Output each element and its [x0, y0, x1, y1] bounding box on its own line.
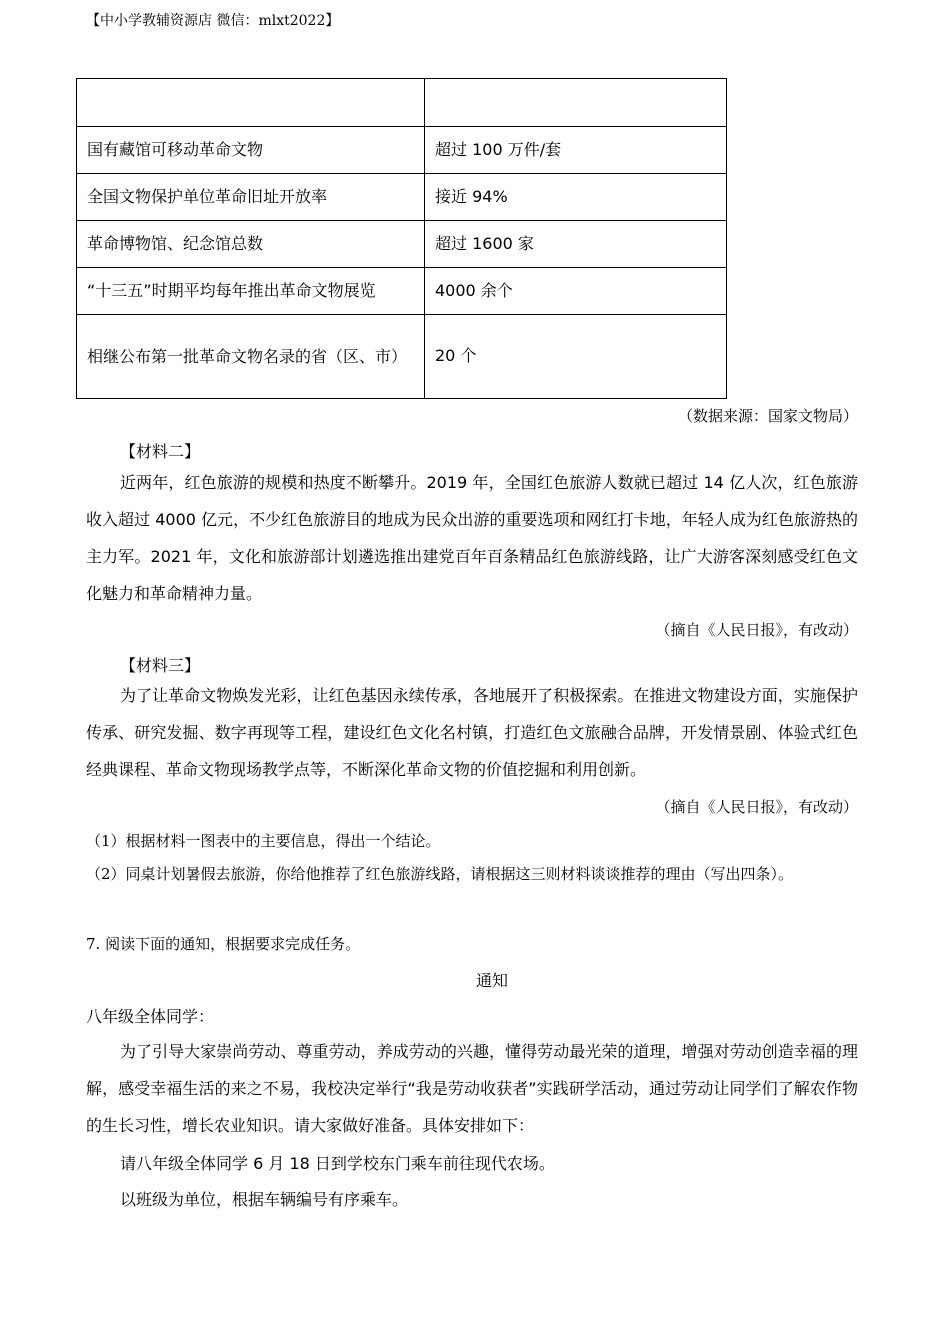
notice-line-2: 以班级为单位，根据车辆编号有序乘车。: [120, 1190, 409, 1209]
material-two-label: 【材料二】: [120, 442, 201, 461]
question-1: （1）根据材料一图表中的主要信息，得出一个结论。: [86, 832, 441, 850]
material-three-source: （摘自《人民日报》，有改动）: [655, 798, 858, 816]
notice-salutation: 八年级全体同学：: [86, 1007, 215, 1026]
table-cell: [425, 79, 727, 127]
notice-body: 为了引导大家崇尚劳动、尊重劳动，养成劳动的兴趣，懂得劳动最光荣的道理，增强对劳动创造幸福的理解，感受幸福生活的来之不易，我校决定举行“我是劳动收获者”实践研学活动，通过劳动让同学们了解农作物的生长习性，增长农业知识。请大家做好准备。具体安排如下：: [86, 1042, 858, 1135]
question-2: （2）同桌计划暑假去旅游，你给他推荐了红色旅游线路，请根据这三则材料谈谈推荐的理由（写出四条）。: [86, 865, 794, 883]
question-7: 7. 阅读下面的通知，根据要求完成任务。: [86, 935, 361, 953]
table-row: [77, 268, 727, 315]
table-row: [77, 315, 727, 399]
table-row: [77, 174, 727, 221]
table-row: [77, 79, 727, 127]
table-cell: “十三五”时期平均每年推出革命文物展览: [77, 268, 425, 315]
data-source-note: （数据来源：国家文物局）: [677, 407, 858, 425]
material-three-text: 为了让革命文物焕发光彩，让红色基因永续传承，各地展开了积极探索。在推进文物建设方面，实施保护传承、研究发掘、数字再现等工程，建设红色文化名村镇，打造红色文旅融合品牌，开发情景剧、体验式红色经典课程、革命文物现场教学点等，不断深化革命文物的价值挖掘和利用创新。: [86, 686, 858, 779]
table-cell: 接近 94%: [425, 174, 727, 221]
table-row: [77, 221, 727, 268]
table-cell: 20 个: [425, 315, 727, 399]
table-cell: 国有藏馆可移动革命文物: [77, 127, 425, 174]
table-cell: 全国文物保护单位革命旧址开放率: [77, 174, 425, 221]
table-cell: 相继公布第一批革命文物名录的省（区、市）: [77, 315, 425, 399]
material-one-table: [76, 78, 727, 399]
table-cell: 4000 余个: [425, 268, 727, 315]
material-two-text: 近两年，红色旅游的规模和热度不断攀升。2019 年，全国红色旅游人数就已超过 14 亿人次，红色旅游收入超过 4000 亿元，不少红色旅游目的地成为民众出游的重要选项和网红打卡地，年轻人成为红色旅游热的主力军。2021 年，文化和旅游部计划遴选推出建党百年百条精品红色旅游线路，让广大游客深刻感受红色文化魅力和革命精神力量。: [86, 473, 858, 603]
material-three-label: 【材料三】: [120, 656, 201, 675]
notice-line-1: 请八年级全体同学 6 月 18 日到学校东门乘车前往现代农场。: [120, 1154, 555, 1173]
material-two-source: （摘自《人民日报》，有改动）: [655, 621, 858, 639]
table-cell: 超过 100 万件/套: [425, 127, 727, 174]
table-cell: 超过 1600 家: [425, 221, 727, 268]
notice-title: 通知: [475, 971, 508, 990]
header-note: 【中小学教辅资源店 微信：mlxt2022】: [86, 13, 340, 29]
table-cell: [77, 79, 425, 127]
table-row: [77, 127, 727, 174]
table-cell: 革命博物馆、纪念馆总数: [77, 221, 425, 268]
